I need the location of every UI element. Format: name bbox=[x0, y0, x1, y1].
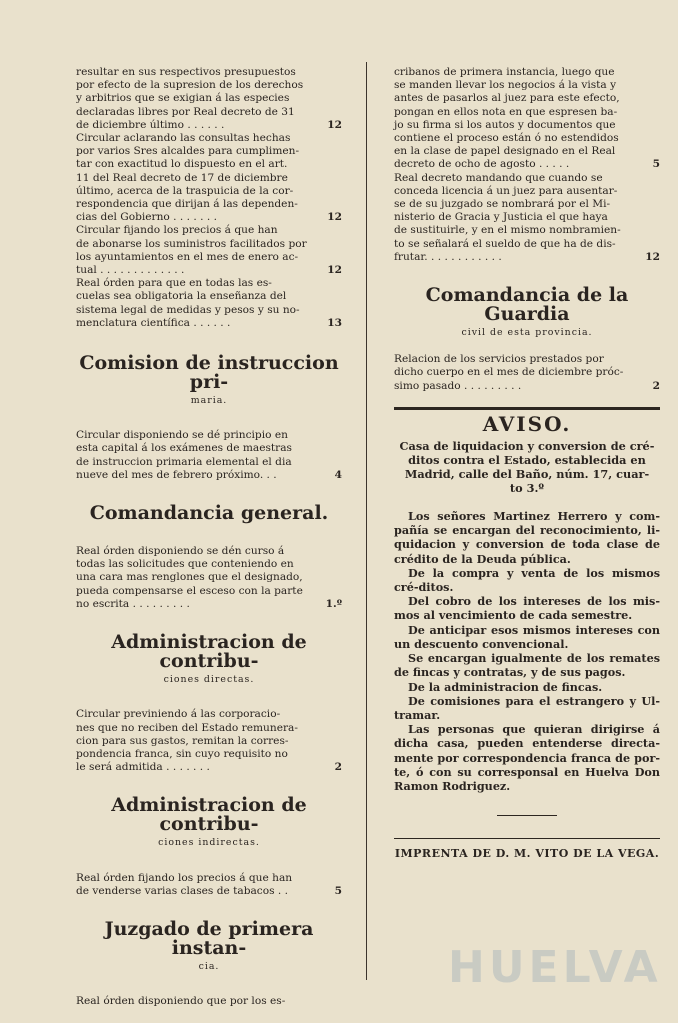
entry-line: to se señalará el sueldo de que ha de dis- bbox=[394, 237, 616, 250]
entry-line: Circular aclarando las consultas hechas bbox=[76, 132, 291, 145]
entry-line: Circular disponiendo se dé principio en bbox=[76, 429, 288, 442]
column-divider bbox=[366, 62, 367, 980]
aviso-paragraph: Las personas que quieran dirigirse á dicha casa, pueden entenderse directa-mente por correspondencia franca de por-te, ó con su corresponsal en Huelva Don Ramon Rodriguez. bbox=[394, 722, 660, 793]
entry-line: pondencia franca, sin cuyo requisito no bbox=[76, 747, 288, 760]
page-number: 5 bbox=[334, 884, 342, 897]
entry-line-text: de diciembre último . . . . . . bbox=[76, 118, 225, 131]
entry-line: último, acerca de la traspuicia de la cor- bbox=[76, 184, 294, 197]
entry-line-text: nueve del mes de febrero próximo. . . bbox=[76, 468, 277, 481]
entry-line: jo su firma si los autos y documentos que bbox=[394, 118, 616, 131]
section-heading: Comandancia general. bbox=[89, 502, 329, 525]
page-number: 1.º bbox=[325, 597, 342, 610]
aviso-subtitle-line: ditos contra el Estado, establecida en bbox=[408, 453, 646, 468]
entry-line: Relacion de los servicios prestados por bbox=[394, 353, 604, 366]
left-top-entries bbox=[76, 66, 342, 330]
entry-line: de sustituirle, y en el mismo nombramien- bbox=[394, 224, 621, 237]
entry-line: todas las solicitudes que conteniendo en bbox=[76, 558, 294, 571]
entry-line: Real decreto mandando que cuando se bbox=[394, 171, 603, 184]
entry-line: nisterio de Gracia y Justicia el que haya bbox=[394, 211, 608, 224]
entry-line: respondencia que dirijan á las dependen- bbox=[76, 198, 298, 211]
entry-line-text: de venderse varias clases de tabacos . . bbox=[76, 884, 289, 897]
entry-line: y arbitrios que se exigian á las especies bbox=[76, 92, 290, 105]
aviso-subtitle bbox=[394, 439, 660, 495]
left-sections bbox=[76, 330, 342, 1008]
section-subheading: ciones directas. bbox=[163, 674, 255, 686]
page-number: 5 bbox=[652, 158, 660, 171]
entry-line: los ayuntamientos en el mes de enero ac- bbox=[76, 250, 299, 263]
entry-line bbox=[394, 158, 660, 171]
entry-line bbox=[76, 598, 342, 611]
entry-line bbox=[76, 885, 342, 898]
entry-line bbox=[394, 380, 660, 393]
entry-line: esta capital á los exámenes de maestras bbox=[76, 442, 292, 455]
entry-line: Real órden para que en todas las es- bbox=[76, 277, 272, 290]
entry-line: por efecto de la supresion de los derechos bbox=[76, 79, 304, 92]
section-entry bbox=[76, 708, 342, 774]
index-entry bbox=[76, 66, 342, 132]
entry-line: de instruccion primaria elemental el dia bbox=[76, 455, 292, 468]
section-heading: Comision de instruccion pri- bbox=[79, 352, 339, 394]
entry-line bbox=[76, 119, 342, 132]
page-number: 12 bbox=[327, 118, 342, 131]
section-heading: Administracion de contribu- bbox=[111, 794, 307, 836]
entry-line: se manden llevar los negocios á la vista y bbox=[394, 79, 617, 92]
section-entry bbox=[76, 995, 342, 1008]
index-entry bbox=[76, 224, 342, 277]
page-number: 2 bbox=[334, 761, 342, 774]
page-number: 13 bbox=[327, 316, 342, 329]
guardia-subheading: civil de esta provincia. bbox=[461, 327, 593, 339]
entry-line: una cara mas renglones que el designado, bbox=[76, 571, 303, 584]
guardia-entry bbox=[394, 353, 660, 393]
page-number: 12 bbox=[327, 264, 342, 277]
entry-line: conceda licencia á un juez para ausentar- bbox=[394, 184, 618, 197]
continued-entry-text bbox=[394, 66, 660, 172]
index-entry bbox=[76, 132, 342, 224]
entry-line: de abonarse los suministros facilitados por bbox=[76, 237, 307, 250]
entry-line: cuelas sea obligatoria la enseñanza del bbox=[76, 290, 287, 303]
aviso-subtitle-line: to 3.º bbox=[509, 481, 545, 496]
entry-line bbox=[76, 317, 342, 330]
section-entry bbox=[76, 545, 342, 611]
entry-line: cion para sus gastos, remitan la corres- bbox=[76, 734, 289, 747]
entry-line bbox=[76, 761, 342, 774]
entry-line-text: cias del Gobierno . . . . . . . bbox=[76, 211, 217, 224]
entry-line: Circular previniendo á las corporacio- bbox=[76, 708, 281, 721]
entry-line-text: frutar. . . . . . . . . . . . bbox=[394, 250, 502, 263]
entry-line bbox=[394, 251, 660, 264]
entry-line: cribanos de primera instancia, luego que bbox=[394, 66, 615, 78]
entry-line-text: le será admitida . . . . . . . bbox=[76, 761, 210, 774]
section-subheading: ciones indirectas. bbox=[158, 837, 260, 849]
guardia-heading: Comandancia de la Guardia bbox=[425, 284, 629, 326]
entry-line: por varios Sres alcaldes para cumplimen- bbox=[76, 145, 300, 158]
entry-line: declaradas libres por Real decreto de 31 bbox=[76, 105, 295, 118]
entry-line bbox=[76, 211, 342, 224]
entry-line: dicho cuerpo en el mes de diciembre próc- bbox=[394, 366, 624, 379]
entry-line-text: menclatura científica . . . . . . bbox=[76, 316, 231, 329]
entry-line-text: decreto de ocho de agosto . . . . . bbox=[394, 158, 570, 171]
entry-line-text: tual . . . . . . . . . . . . . bbox=[76, 264, 185, 277]
decree-entry bbox=[394, 172, 660, 264]
entry-line: en la clase de papel designado en el Real bbox=[394, 145, 616, 158]
section-entry bbox=[76, 872, 342, 898]
entry-line: tar con exactitud lo dispuesto en el art. bbox=[76, 158, 288, 171]
aviso-paragraph: De la compra y venta de los mismos cré-ditos. bbox=[394, 565, 660, 595]
aviso-paragraph: Los señores Martinez Herrero y com-pañía se encargan del reconocimiento, li-quidacion y conversion de toda clase de crédito de la Deuda pública. bbox=[394, 509, 660, 566]
section-subheading: cia. bbox=[198, 960, 220, 972]
section-entry bbox=[76, 429, 342, 482]
section-heading: Juzgado de primera instan- bbox=[104, 917, 314, 959]
aviso-paragraph: De la administracion de fincas. bbox=[408, 679, 603, 694]
entry-line: nes que no reciben del Estado remunera- bbox=[76, 721, 298, 734]
entry-line: contiene el proceso están ó no estendidos bbox=[394, 132, 619, 145]
entry-line: Real órden fijando los precios á que han bbox=[76, 871, 293, 884]
entry-line bbox=[76, 264, 342, 277]
section-subheading: maria. bbox=[190, 395, 228, 407]
watermark-text: HUELVA bbox=[448, 942, 662, 993]
page-number: 2 bbox=[652, 379, 660, 392]
entry-line: Real órden disponiendo se dén curso á bbox=[76, 545, 285, 558]
entry-line: antes de pasarlos al juez para este efecto, bbox=[394, 92, 620, 105]
entry-line: Real órden disponiendo que por los es- bbox=[76, 995, 286, 1008]
aviso-title: AVISO. bbox=[482, 411, 572, 436]
aviso-paragraph: Se encargan igualmente de los remates de fincas y contratas, y de sus pagos. bbox=[394, 651, 660, 680]
entry-line: Circular fijando los precios á que han bbox=[76, 224, 278, 237]
aviso-paragraph: De anticipar esos mismos intereses con un descuento convencional. bbox=[394, 622, 660, 651]
guardia-entry-text bbox=[394, 353, 660, 393]
aviso-subtitle-line: Madrid, calle del Baño, núm. 17, cuar- bbox=[404, 467, 650, 482]
page-number: 12 bbox=[645, 250, 660, 263]
aviso-paragraph: De comisiones para el estrangero y Ul-tramar. bbox=[394, 693, 660, 722]
left-column bbox=[76, 66, 342, 1008]
right-column bbox=[394, 66, 660, 860]
entry-line: sistema legal de medidas y pesos y su no- bbox=[76, 303, 300, 316]
aviso-paragraph: Del cobro de los intereses de los mis-mos al vencimiento de cada semestre. bbox=[394, 594, 660, 623]
continued-entry bbox=[394, 66, 660, 172]
entry-line-text: no escrita . . . . . . . . . bbox=[76, 597, 190, 610]
entry-line bbox=[76, 469, 342, 482]
entry-line-text: simo pasado . . . . . . . . . bbox=[394, 379, 522, 392]
aviso-body bbox=[394, 509, 660, 793]
imprenta-line: IMPRENTA DE D. M. VITO DE LA VEGA. bbox=[394, 847, 660, 861]
page-number: 12 bbox=[327, 211, 342, 224]
entry-line: resultar en sus respectivos presupuestos bbox=[76, 66, 296, 78]
index-entry bbox=[76, 277, 342, 330]
aviso-subtitle-line: Casa de liquidacion y conversion de cré- bbox=[399, 439, 655, 454]
entry-line: pongan en ellos nota en que espresen ba- bbox=[394, 105, 618, 118]
entry-line: pueda compensarse el esceso con la parte bbox=[76, 584, 303, 597]
page-number: 4 bbox=[334, 468, 342, 481]
entry-line: se de su juzgado se nombrará por el Mi- bbox=[394, 198, 611, 211]
section-heading: Administracion de contribu- bbox=[111, 631, 307, 673]
entry-line: 11 del Real decreto de 17 de diciembre bbox=[76, 171, 288, 184]
second-entry bbox=[394, 172, 660, 264]
